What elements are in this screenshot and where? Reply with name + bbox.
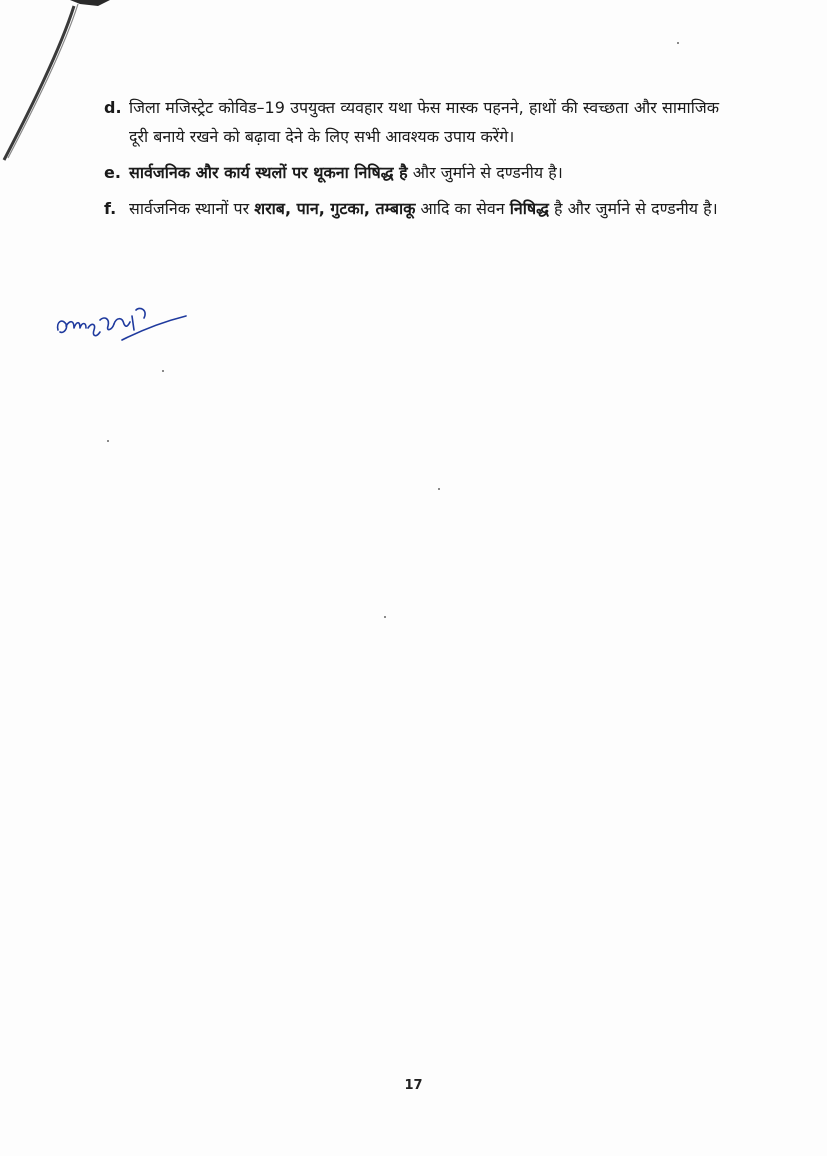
scan-speck <box>162 370 164 372</box>
clause-marker: d. <box>104 98 122 117</box>
clause-marker: f. <box>104 199 117 218</box>
clause-text-bold: निषिद्ध <box>509 199 549 218</box>
clause-text: जिला मजिस्ट्रेट कोविड–19 उपयुक्त व्यवहार यथा फेस मास्क पहनने, हाथों की स्वच्छता और सामाजिक दूरी बनाये रखने को बढ़ावा देने के लिए सभी आवश्यक उपाय करेंगे। <box>129 98 719 146</box>
scan-speck <box>438 488 440 490</box>
clause-text: सार्वजनिक स्थानों पर <box>129 199 255 218</box>
scan-speck <box>384 616 386 618</box>
clause-text: आदि का सेवन <box>415 199 510 218</box>
clause-f <box>104 194 719 223</box>
page-number: 17 <box>404 1078 423 1093</box>
clause-text-bold: सार्वजनिक और कार्य स्थलों पर थूकना निषिद्ध है <box>129 163 408 182</box>
clause-text: और जुर्माने से दण्डनीय है। <box>407 163 563 182</box>
order-clause-list <box>104 93 719 230</box>
clause-text: है और जुर्माने से दण्डनीय है। <box>548 199 718 218</box>
scan-speck <box>677 42 679 44</box>
clause-marker: e. <box>104 163 121 182</box>
clause-e <box>104 158 719 187</box>
clause-text-bold: शराब, पान, गुटका, तम्बाकू <box>254 199 416 218</box>
page-edge-shadow <box>0 0 120 170</box>
handwritten-signature <box>52 296 192 346</box>
clause-d <box>104 93 719 151</box>
scan-speck <box>107 440 109 442</box>
